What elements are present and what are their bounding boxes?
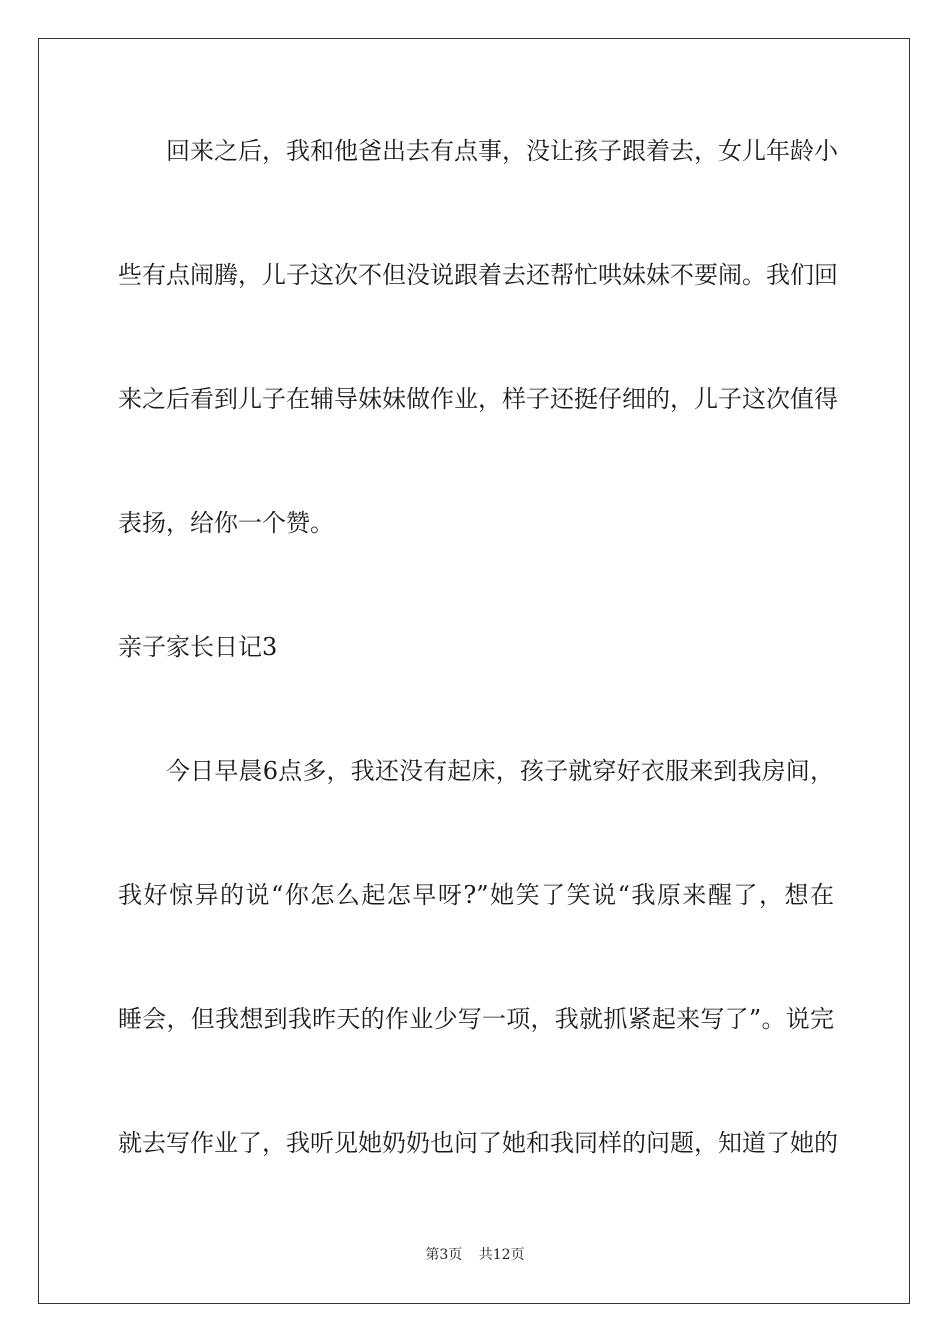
paragraph-1-line-1: 回来之后，我和他爸出去有点事，没让孩子跟着去，女儿年龄小 <box>166 137 838 165</box>
section-heading: 亲子家长日记3 <box>118 633 278 661</box>
paragraph-2-line-4: 就去写作业了，我听见她奶奶也问了她和我同样的问题，知道了她的 <box>118 1129 838 1157</box>
paragraph-1-line-4: 表扬，给你一个赞。 <box>118 509 334 537</box>
page-footer <box>0 1246 950 1264</box>
paragraph-1-line-3: 来之后看到儿子在辅导妹妹做作业，样子还挺仔细的，儿子这次值得 <box>118 385 838 413</box>
paragraph-2-line-2: 我好惊异的说“你怎么起怎早呀?”她笑了笑说“我原来醒了，想在 <box>118 881 834 909</box>
paragraph-2-line-1: 今日早晨6点多，我还没有起床，孩子就穿好衣服来到我房间， <box>166 757 834 785</box>
page-number: 第3页 <box>425 1247 463 1263</box>
page-total: 共12页 <box>478 1247 525 1263</box>
page-border <box>38 38 910 1304</box>
paragraph-1-line-2: 些有点闹腾，儿子这次不但没说跟着去还帮忙哄妹妹不要闹。我们回 <box>118 261 838 289</box>
paragraph-2-line-3: 睡会，但我想到我昨天的作业少写一项，我就抓紧起来写了”。说完 <box>118 1005 834 1033</box>
